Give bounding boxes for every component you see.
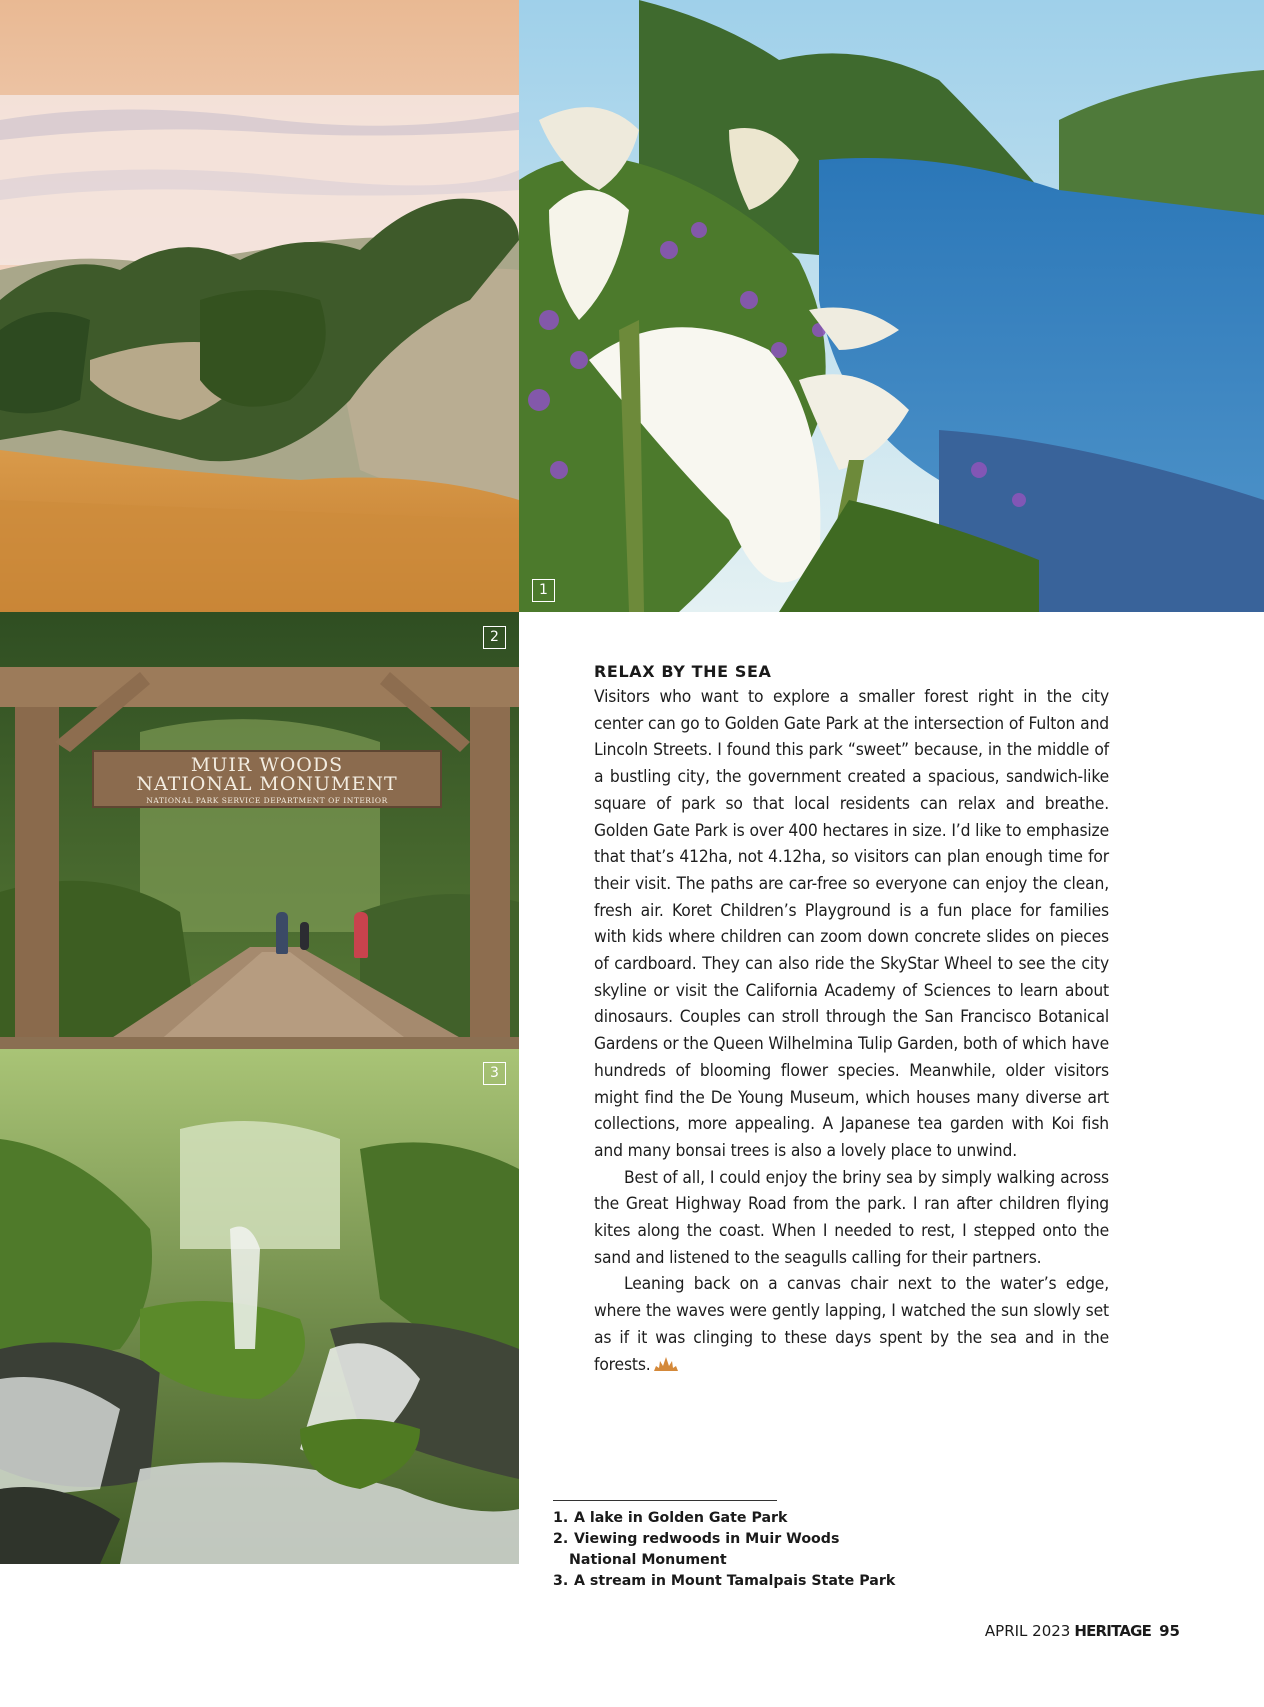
park-sign xyxy=(92,750,442,808)
caption-continuation: National Monument xyxy=(569,1552,727,1568)
photo-tamalpais-stream xyxy=(0,1049,519,1564)
caption-text: Viewing redwoods in Muir Woods xyxy=(573,1531,840,1547)
caption-number: 2. xyxy=(553,1531,569,1547)
article-paragraph: Best of all, I could enjoy the briny sea by simply walking across the Great Highway Road from the park. I ran after children flying kites along the coast. When I needed to rest, I stepped onto the sand and listened to the seagulls calling for their partners. xyxy=(594,1167,1109,1268)
page-footer xyxy=(985,1622,1180,1640)
visitor xyxy=(300,922,309,950)
caption-number: 3. xyxy=(553,1573,569,1589)
section-heading: RELAX BY THE SEA xyxy=(594,662,772,681)
magazine-name: HERITAGE xyxy=(1074,1622,1152,1640)
caption-text: A stream in Mount Tamalpais State Park xyxy=(573,1573,896,1589)
caption-divider xyxy=(553,1500,777,1501)
visitor xyxy=(354,912,368,958)
article-body xyxy=(594,662,1109,1378)
page-number: 95 xyxy=(1159,1622,1180,1640)
photo-captions xyxy=(553,1508,913,1592)
sign-line-1: MUIR WOODS xyxy=(190,754,344,776)
photo-number-badge: 3 xyxy=(483,1062,506,1085)
caption-number: 1. xyxy=(553,1510,569,1526)
caption-item xyxy=(553,1529,913,1550)
caption-text: A lake in Golden Gate Park xyxy=(573,1510,788,1526)
caption-item xyxy=(553,1508,913,1529)
caption-item xyxy=(553,1571,913,1592)
photo-fog-hills xyxy=(0,0,519,612)
photo-muir-woods xyxy=(0,612,519,1049)
visitor xyxy=(276,912,288,954)
photo-number-badge: 2 xyxy=(483,626,506,649)
issue-date: APRIL 2023 xyxy=(984,1622,1071,1640)
photo-number-badge: 1 xyxy=(532,579,555,602)
sign-line-3: NATIONAL PARK SERVICE DEPARTMENT OF INTERIOR xyxy=(146,796,388,805)
sign-line-2: NATIONAL MONUMENT xyxy=(136,773,398,795)
lotus-end-mark-icon xyxy=(653,1356,679,1372)
article-paragraph: Leaning back on a canvas chair next to the water’s edge, where the waves were gently lapping, I watched the sun slowly set as if it was clinging to these days spent by the sea and in the forests. xyxy=(594,1274,1109,1375)
photo-golden-gate-lake xyxy=(519,0,1264,612)
article-paragraph: Visitors who want to explore a smaller forest right in the city center can go to Golden Gate Park at the intersection of Fulton and Lincoln Streets. I found this park “sweet” because, in the middle of a bustling city, the government created a spacious, sandwich-like square of park so that local residents can relax and breathe. Golden Gate Park is over 400 hectares in size. I’d like to emphasize that that’s 412ha, not 4.12ha, so visitors can plan enough time for their visit. The paths are car-free so everyone can enjoy the clean, fresh air. Koret Children’s Playground is a fun place for families with kids where children can zoom down concrete slides on pieces of cardboard. They can also ride the SkyStar Wheel to see the city skyline or visit the California Academy of Sciences to learn about dinosaurs. Couples can stroll through the San Francisco Botanical Gardens or the Queen Wilhelmina Tulip Garden, both of which have hundreds of blooming flower species. Meanwhile, older visitors might find the De Young Museum, which houses many diverse art collections, more appealing. A Japanese tea garden with Koi fish and many bonsai trees is also a lovely place to unwind. xyxy=(594,687,1109,1161)
